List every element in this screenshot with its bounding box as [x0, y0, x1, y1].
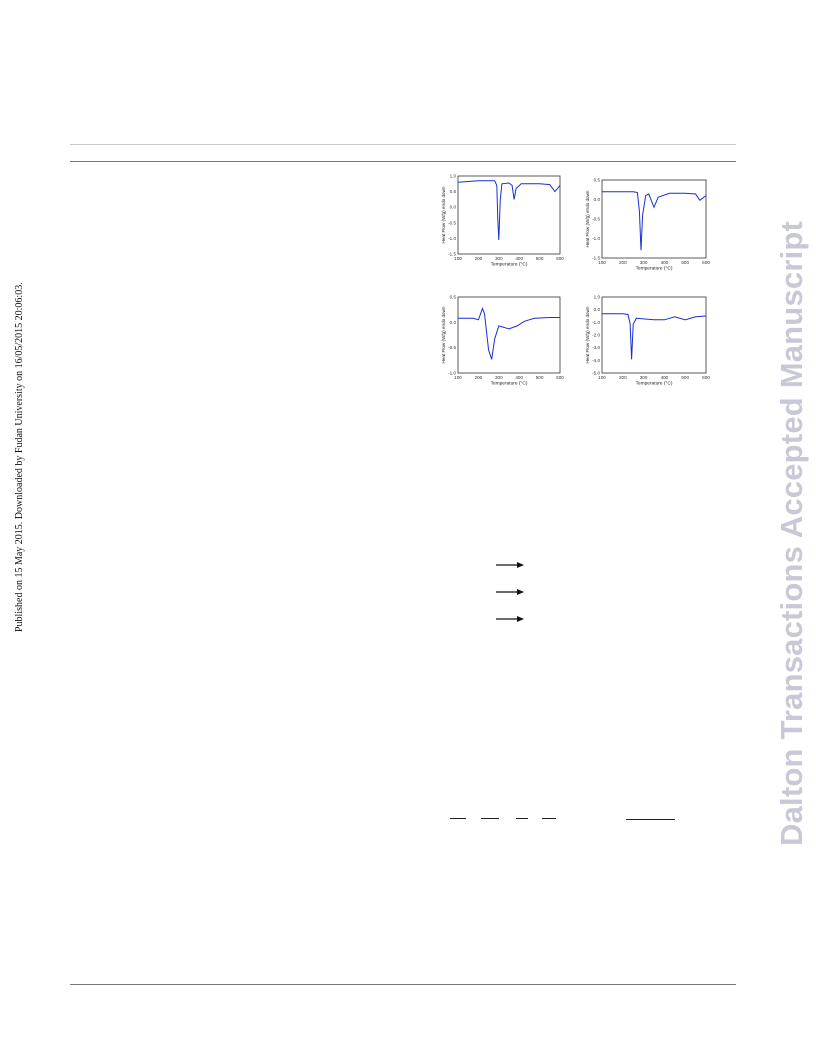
- x-tick-label: 300: [494, 256, 503, 261]
- top-rule: [70, 144, 736, 145]
- journal-watermark: Dalton Transactions Accepted Manuscript: [774, 220, 809, 846]
- reaction-arrow-3: [496, 614, 524, 624]
- equation-bar-1: [450, 818, 466, 819]
- x-axis-label: Temperature (°C): [490, 381, 528, 387]
- y-tick-label: 0.0: [449, 204, 456, 210]
- x-axis-label: Temperature (°C): [635, 266, 673, 272]
- x-tick-label: 500: [535, 375, 544, 380]
- x-tick-label: 400: [660, 375, 669, 380]
- y-tick-label: -0.5: [448, 345, 456, 351]
- y-tick-label: -5.0: [592, 370, 600, 376]
- dsc-thermogram-d: [580, 293, 710, 389]
- x-tick-label: 600: [702, 375, 710, 380]
- x-tick-label: 500: [681, 260, 690, 265]
- reaction-arrow-2: [496, 587, 524, 597]
- x-tick-label: 200: [618, 260, 627, 265]
- dsc-thermogram-b: [580, 176, 710, 272]
- x-tick-label: 300: [494, 375, 503, 380]
- heat-flow-line: [458, 181, 560, 240]
- y-tick-label: -1.0: [592, 236, 600, 241]
- x-axis-label: Temperature (°C): [635, 381, 673, 387]
- y-tick-label: 0.0: [593, 307, 600, 313]
- plot-frame: [458, 176, 560, 254]
- x-tick-label: 500: [535, 256, 544, 261]
- y-tick-label: -0.5: [592, 216, 600, 222]
- dsc-thermogram-c: [434, 293, 564, 389]
- x-axis-label: Temperature (°C): [490, 262, 528, 268]
- y-tick-label: -2.0: [592, 332, 600, 338]
- y-tick-label: 0.0: [449, 319, 456, 325]
- heat-flow-line: [458, 308, 560, 359]
- y-tick-label: 0.5: [449, 189, 456, 195]
- x-tick-label: 100: [598, 260, 606, 265]
- equation-bar-3: [516, 818, 528, 819]
- x-tick-label: 200: [474, 256, 483, 261]
- x-tick-label: 500: [681, 375, 690, 380]
- y-axis-label: Heat Flow (W/g) endo down: [441, 186, 446, 244]
- y-axis-label: Heat Flow (W/g) endo down: [441, 306, 446, 364]
- dsc-thermogram-a: [434, 172, 564, 270]
- plot-frame: [458, 297, 560, 373]
- y-tick-label: -1.0: [592, 319, 600, 325]
- x-tick-label: 400: [515, 256, 524, 261]
- y-tick-label: 0.5: [449, 294, 456, 300]
- equation-bar-4: [542, 818, 556, 819]
- y-tick-label: 0.0: [593, 197, 600, 202]
- y-tick-label: 1.0: [593, 294, 600, 300]
- y-axis-label: Heat Flow (W/g) endo down: [585, 190, 590, 248]
- y-tick-label: -3.0: [592, 345, 600, 351]
- reaction-arrow-1: [496, 560, 524, 570]
- plot-frame: [602, 297, 706, 373]
- x-tick-label: 100: [598, 375, 606, 380]
- footer-rule: [70, 984, 736, 985]
- y-tick-label: 0.5: [593, 177, 600, 183]
- x-tick-label: 600: [702, 260, 710, 265]
- y-tick-label: -0.5: [448, 220, 456, 226]
- x-tick-label: 300: [639, 375, 648, 380]
- x-tick-label: 400: [660, 260, 669, 265]
- x-tick-label: 200: [618, 375, 627, 380]
- equation-bar-2: [481, 818, 499, 819]
- equation-bar-5: [626, 819, 675, 820]
- x-tick-label: 200: [474, 375, 483, 380]
- x-tick-label: 300: [639, 260, 648, 265]
- y-tick-label: -4.0: [592, 357, 600, 363]
- y-tick-label: 1.0: [449, 173, 456, 179]
- header-rule: [70, 161, 736, 162]
- y-axis-label: Heat Flow (W/g) endo down: [585, 306, 590, 364]
- x-tick-label: 600: [556, 256, 564, 261]
- x-tick-label: 600: [556, 375, 564, 380]
- y-tick-label: -1.5: [448, 251, 456, 257]
- x-tick-label: 100: [454, 375, 462, 380]
- heat-flow-line: [602, 192, 706, 251]
- y-tick-label: -1.0: [448, 370, 456, 376]
- heat-flow-line: [602, 314, 706, 360]
- y-tick-label: -1.5: [592, 255, 600, 261]
- x-tick-label: 400: [515, 375, 524, 380]
- x-tick-label: 100: [454, 256, 462, 261]
- y-tick-label: -1.0: [448, 235, 456, 241]
- publication-note: Published on 15 May 2015. Downloaded by Fudan University on 16/05/2015 20:06:03.: [14, 282, 25, 632]
